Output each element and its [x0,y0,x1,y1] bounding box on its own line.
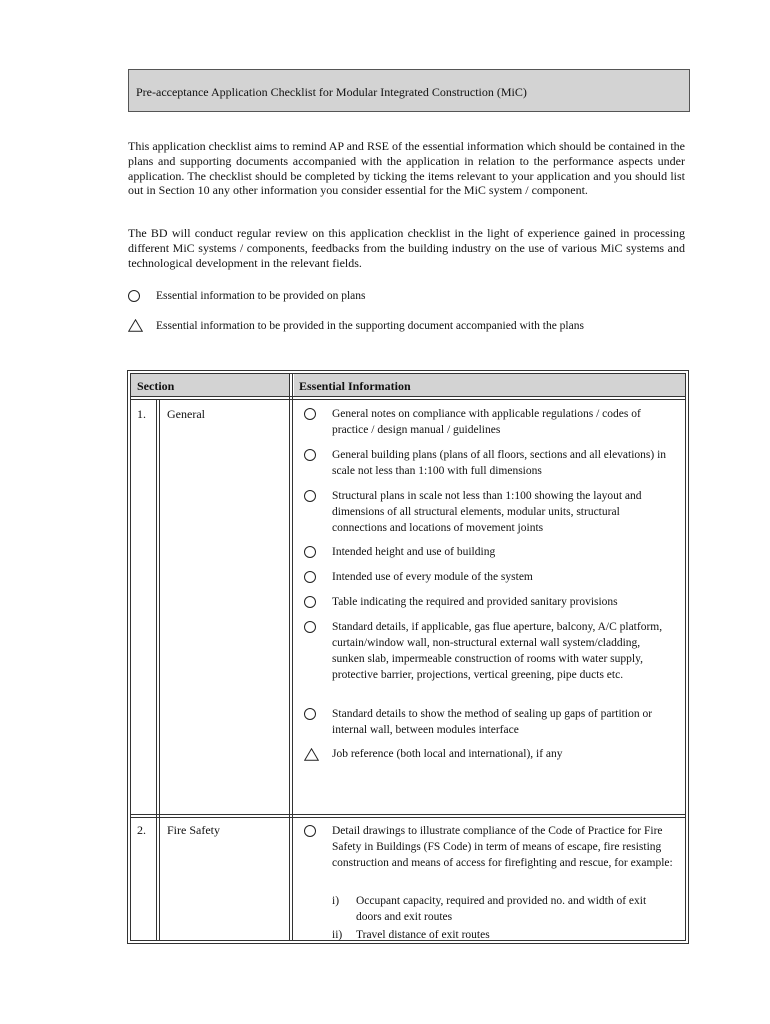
circle-icon [304,596,316,608]
section-2-number: 2. [137,823,146,837]
triangle-icon [128,319,143,332]
legend-plans-text: Essential information to be provided on plans [156,290,366,302]
section-1-number: 1. [137,407,146,421]
legend-document [128,319,584,332]
list-item: Standard details, if applicable, gas flue aperture, balcony, A/C platform, curtain/window wall, non-structural external wall system/cladding, sunken slab, impermeable construction of rooms with water supply, protective barrier, projections, vertical greening, pipe ducts etc. [304,619,674,683]
circle-icon [304,825,316,837]
circle-icon [304,571,316,583]
list-item: Standard details to show the method of sealing up gaps of partition or internal wall, between modules interface [304,706,674,738]
sub-item: ii) Travel distance of exit routes [332,929,490,941]
list-item: Intended use of every module of the system [304,569,533,588]
circle-icon [304,490,316,502]
list-item: Detail drawings to illustrate compliance of the Code of Practice for Fire Safety in Buildings (FS Code) in term of means of escape, fire resisting construction and means of access for firefighting and rescue, for example: [304,823,674,871]
checklist-title: Pre-acceptance Application Checklist for Modular Integrated Construction (MiC) [128,69,690,112]
section-1-name: General [167,407,205,421]
header-section: Section [137,379,175,393]
circle-icon [128,290,140,302]
intro-paragraph-1: This application checklist aims to remind AP and RSE of the essential information which should be contained in the plans and supporting documents accompanied with the application in relation to the performance aspects under application. The checklist should be completed by ticking the items relevant to your application and you should list out in Section 10 any other information you consider essential for the MiC system / component. [128,139,685,198]
circle-icon [304,621,316,633]
circle-icon [304,449,316,461]
triangle-icon [304,748,319,761]
list-item: Intended height and use of building [304,544,495,563]
circle-icon [304,708,316,720]
legend-plans [128,290,366,302]
sub-item: i) Occupant capacity, required and provided no. and width of exit doors and exit routes [332,895,647,923]
list-item: Structural plans in scale not less than 1:100 showing the layout and dimensions of all structural elements, modular units, structural connections and locations of movement joints [304,488,674,536]
list-item: Job reference (both local and international), if any [304,746,563,766]
legend-document-text: Essential information to be provided in the supporting document accompanied with the plans [156,319,584,332]
circle-icon [304,546,316,558]
list-item: Table indicating the required and provided sanitary provisions [304,594,618,613]
intro-paragraph-2: The BD will conduct regular review on this application checklist in the light of experience gained in processing different MiC systems / components, feedbacks from the building industry on the use of various MiC systems and technological development in the relevant fields. [128,226,685,270]
list-item: General building plans (plans of all floors, sections and all elevations) in scale not less than 1:100 with full dimensions [304,447,674,479]
section-2-name: Fire Safety [167,823,220,837]
list-item: General notes on compliance with applicable regulations / codes of practice / design manual / guidelines [304,406,674,438]
circle-icon [304,408,316,420]
header-essential-information: Essential Information [299,379,411,393]
